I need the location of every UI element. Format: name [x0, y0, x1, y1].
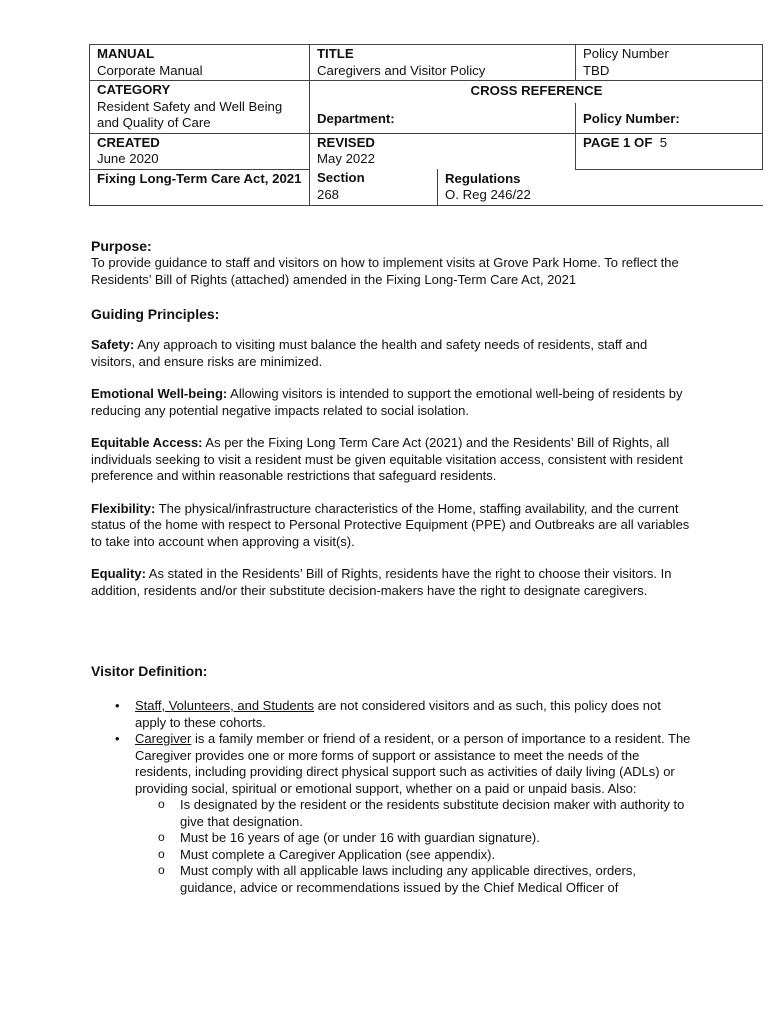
manual-cell: [90, 45, 310, 81]
category-label: CATEGORY: [97, 82, 171, 97]
purpose-text: To provide guidance to staff and visitors on how to implement visits at Grove Park Home. To reflect the Residents’ Bill of Rights (attached) amended in the Fixing Long-Term Care Act, 2021: [91, 255, 679, 287]
title-value: Caregivers and Visitor Policy: [317, 62, 486, 78]
purpose-heading: Purpose:: [91, 238, 152, 254]
regulations-cell: [438, 169, 763, 205]
policy-number-label-2: Policy Number:: [576, 103, 763, 133]
list-item: o Must be 16 years of age (or under 16 with guardian signature).: [135, 830, 691, 847]
principle-text: Allowing visitors is intended to support the emotional well-being of residents by reducing any potential negative impacts related to social isolation.: [91, 386, 683, 418]
title-cell: [310, 45, 576, 81]
manual-label: MANUAL: [97, 46, 155, 61]
title-label: TITLE: [317, 46, 354, 61]
principle-text: The physical/infrastructure characteristics of the Home, staffing availability, and the current status of the home with respect to Personal Protective Equipment (PPE) and Outbreaks are all variables to take into account when approving a visit(s).: [91, 500, 690, 549]
category-cell: [90, 81, 310, 134]
revised-value: May 2022: [317, 151, 375, 166]
principle-label: Emotional Well-being:: [91, 386, 228, 401]
revised-label: REVISED: [317, 134, 375, 150]
principle-text: As per the Fixing Long Term Care Act (2021) and the Residents’ Bill of Rights, all individuals seeking to visit a resident must be given equitable visitation access, consistent with resident preference and within reasonable restrictions that safeguard residents.: [91, 435, 683, 483]
created-value: June 2020: [97, 151, 159, 166]
revised-cell: [310, 133, 576, 169]
list-item: [91, 731, 691, 896]
page-cell: [576, 133, 763, 169]
manual-value: Corporate Manual: [97, 62, 203, 78]
created-label: CREATED: [97, 134, 160, 150]
principle-equitable-access: [91, 435, 691, 485]
principle-safety: [91, 337, 691, 370]
list-item: o Is designated by the resident or the residents substitute decision maker with authority to give that designation.: [135, 797, 691, 830]
created-cell: [90, 133, 310, 169]
section-label: Section: [317, 170, 365, 185]
cross-reference-label: CROSS REFERENCE: [310, 81, 763, 104]
regulations-value: O. Reg 246/22: [445, 187, 531, 202]
page-total: 5: [659, 134, 668, 150]
definition-text: are not considered visitors and as such, this policy does not apply to these cohorts.: [135, 698, 661, 730]
visitor-definition-list: [91, 698, 691, 896]
list-item: o Must comply with all applicable laws including any applicable directives, orders, guidance, advice or recommendations issued by the Chief Medical Officer of: [135, 863, 691, 896]
principle-flexibility: [91, 501, 691, 551]
section-value: 268: [317, 186, 340, 202]
policy-header-table: [89, 44, 763, 206]
department-label: Department:: [310, 103, 576, 133]
page-label: PAGE 1 OF: [583, 134, 653, 150]
list-item: o Must complete a Caregiver Application (see appendix).: [135, 847, 691, 864]
definition-text: is a family member or friend of a resident, or a person of importance to a resident. The Caregiver provides one or more forms of support or assistance to meet the needs of the residents, including providing direct physical support such as activities of daily living (ADLs) or providing social, spiritual or emotional support, whether on a paid or unpaid basis. Also:: [135, 731, 691, 796]
guiding-principles-heading: Guiding Principles:: [91, 306, 220, 322]
category-value: Resident Safety and Well Being and Quality of Care: [97, 98, 283, 130]
policy-body: [91, 238, 691, 896]
visitor-definition-heading: Visitor Definition:: [91, 663, 208, 679]
list-item: [91, 698, 691, 731]
policy-number-value: TBD: [583, 62, 610, 78]
caregiver-requirements-list: [135, 797, 691, 896]
regulations-label: Regulations: [445, 170, 521, 186]
principle-text: As stated in the Residents’ Bill of Rights, residents have the right to choose their visitors. In addition, residents and/or their substitute decision-makers have the right to designate caregivers.: [91, 566, 672, 598]
principle-label: Equitable Access:: [91, 435, 203, 450]
principle-emotional-wellbeing: [91, 386, 691, 419]
policy-number-label: Policy Number: [583, 46, 669, 61]
section-cell: [310, 169, 438, 205]
term: Staff, Volunteers, and Students: [135, 698, 314, 713]
policy-number-cell: [576, 45, 763, 81]
principle-text: Any approach to visiting must balance the health and safety needs of residents, staff and visitors, and ensure risks are minimized.: [91, 337, 648, 369]
principle-label: Safety:: [91, 337, 135, 352]
principle-label: Equality:: [91, 566, 146, 581]
principle-label: Flexibility:: [91, 500, 156, 516]
principle-equality: [91, 566, 691, 599]
act-label: Fixing Long-Term Care Act, 2021: [90, 169, 310, 205]
term: Caregiver: [135, 731, 192, 746]
